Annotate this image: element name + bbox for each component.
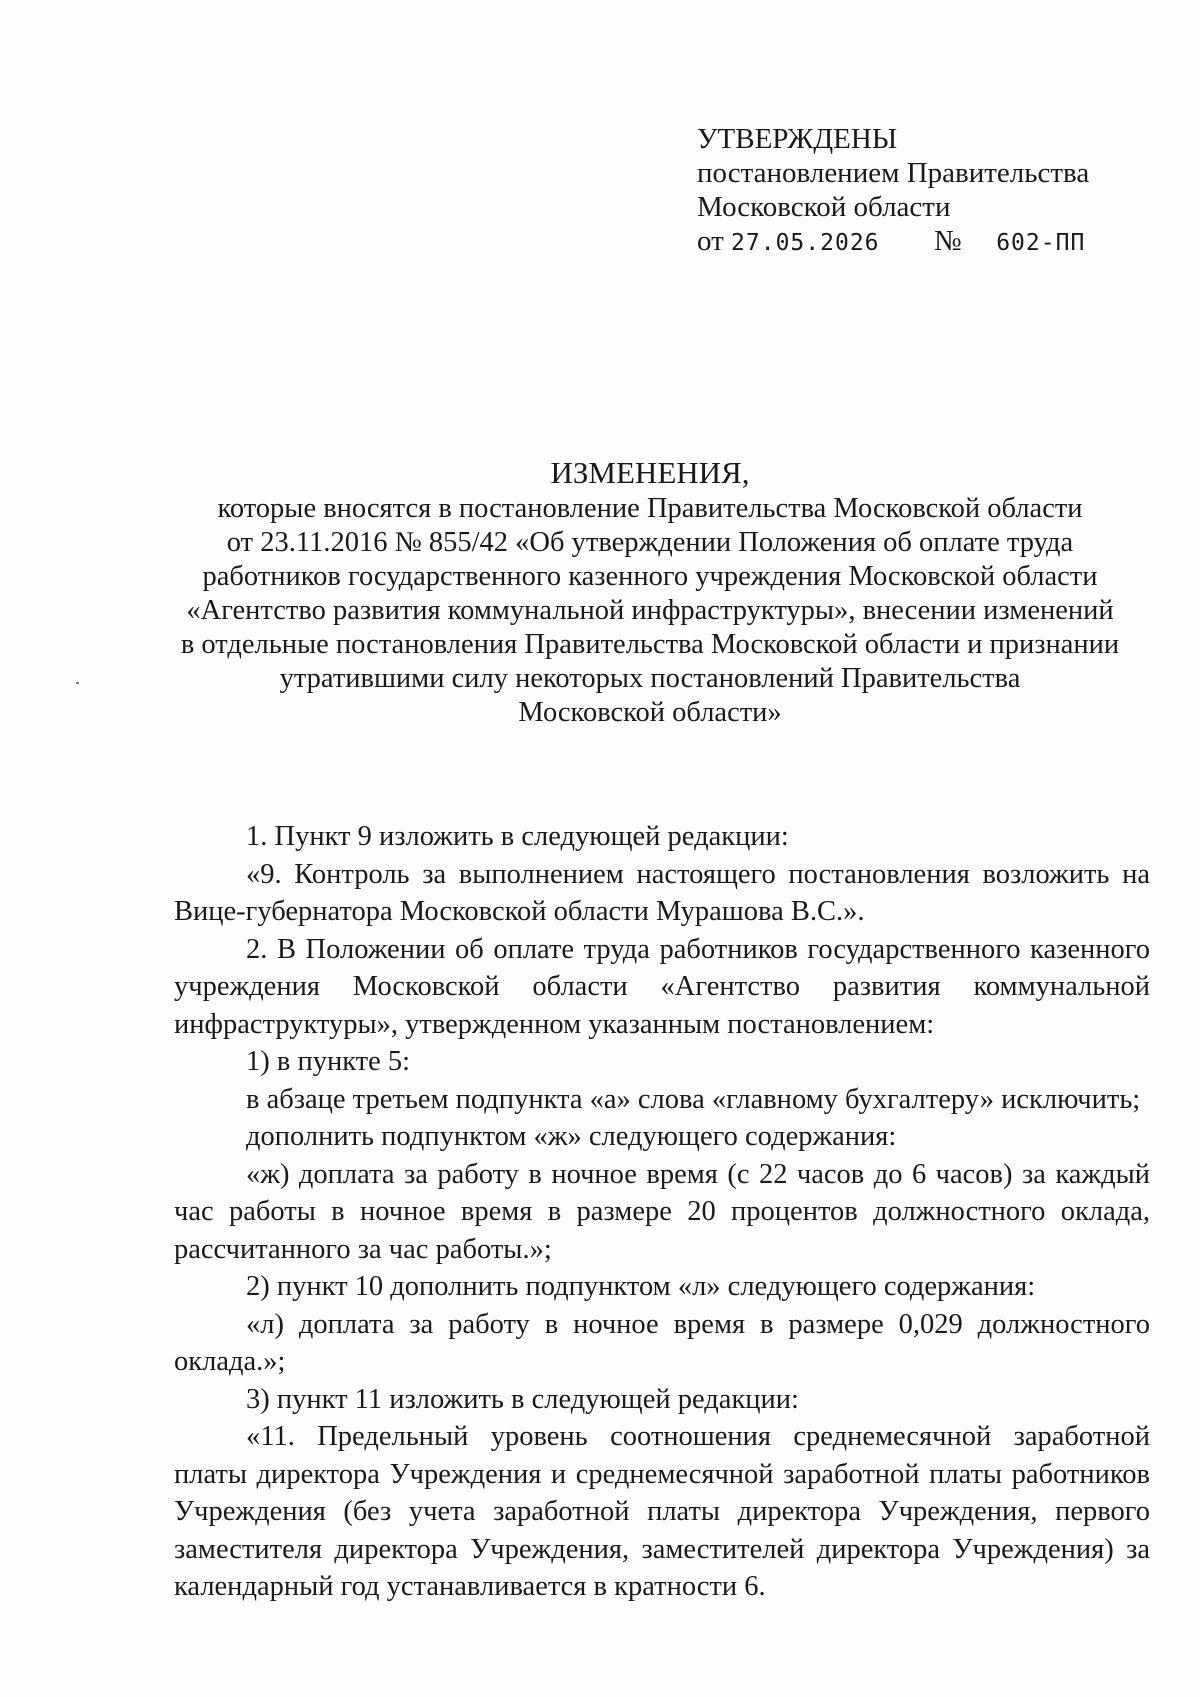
title-line: которые вносятся в постановление Правительства Московской области (217, 493, 1083, 524)
title-line: от 23.11.2016 № 855/42 «Об утверждении Положения об оплате труда (226, 527, 1074, 558)
paragraph: «11. Предельный уровень соотношения среднемесячной заработной платы директора Учреждения и среднемесячной заработной платы работников Учреждения (без учета заработной платы директора Учреждения, первого заместителя директора Учреждения, заместителей директора Учреждения) за календарный год устанавливается в кратности 6. (174, 1421, 1150, 1602)
approval-date-number-line (697, 224, 1137, 260)
paragraph: 3) пункт 11 изложить в следующей редакции: (246, 1383, 799, 1415)
document-title-block (150, 454, 1150, 730)
title-line: «Агентство развития коммунальной инфраструктуры», внесении изменений (186, 595, 1114, 626)
scan-speck (76, 682, 79, 684)
approval-from-label: от (697, 225, 724, 257)
paragraph: 1) в пункте 5: (246, 1046, 411, 1077)
approval-line-1: постановлением Правительства (697, 157, 1090, 189)
paragraph: 2. В Положении об оплате труда работников государственного казенного учреждения Московской области «Агентство развития коммунальной инфраструктуры», утвержденном указанным постановлением: (174, 933, 1150, 1040)
paragraph: «ж) доплата за работу в ночное время (с 22 часов до 6 часов) за каждый час работы в ночное время в размере 20 процентов должностного оклада, рассчитанного за час работы.»; (174, 1158, 1150, 1265)
approval-number: 602-ПП (996, 230, 1086, 256)
paragraph: дополнить подпунктом «ж» следующего содержания: (246, 1121, 897, 1152)
paragraph: 2) пункт 10 дополнить подпунктом «л» следующего содержания: (246, 1271, 1036, 1302)
title-line: в отдельные постановления Правительства Московской области и признании (180, 629, 1120, 660)
approval-line-2: Московской области (697, 191, 951, 223)
title-line: утратившими силу некоторых постановлений Правительства (279, 663, 1021, 694)
document-body (174, 818, 1150, 1606)
paragraph: в абзаце третьем подпункта «а» слова «главному бухгалтеру» исключить; (246, 1083, 1141, 1115)
approval-heading: УТВЕРЖДЕНЫ (697, 123, 898, 155)
title-line: Московской области» (518, 697, 782, 728)
paragraph: «9. Контроль за выполнением настоящего постановления возложить на Вице-губернатора Московской области Мурашова В.С.». (174, 858, 1150, 927)
paragraph: 1. Пункт 9 изложить в следующей редакции: (246, 821, 789, 852)
approval-block (697, 122, 1137, 260)
title-line: работников государственного казенного учреждения Московской области (202, 561, 1098, 592)
approval-date: 27.05.2026 (731, 230, 880, 256)
document-title: ИЗМЕНЕНИЯ, (550, 455, 750, 490)
paragraph: «л) доплата за работу в ночное время в размере 0,029 должностного оклада.»; (174, 1308, 1150, 1377)
approval-number-sign: № (934, 225, 962, 257)
